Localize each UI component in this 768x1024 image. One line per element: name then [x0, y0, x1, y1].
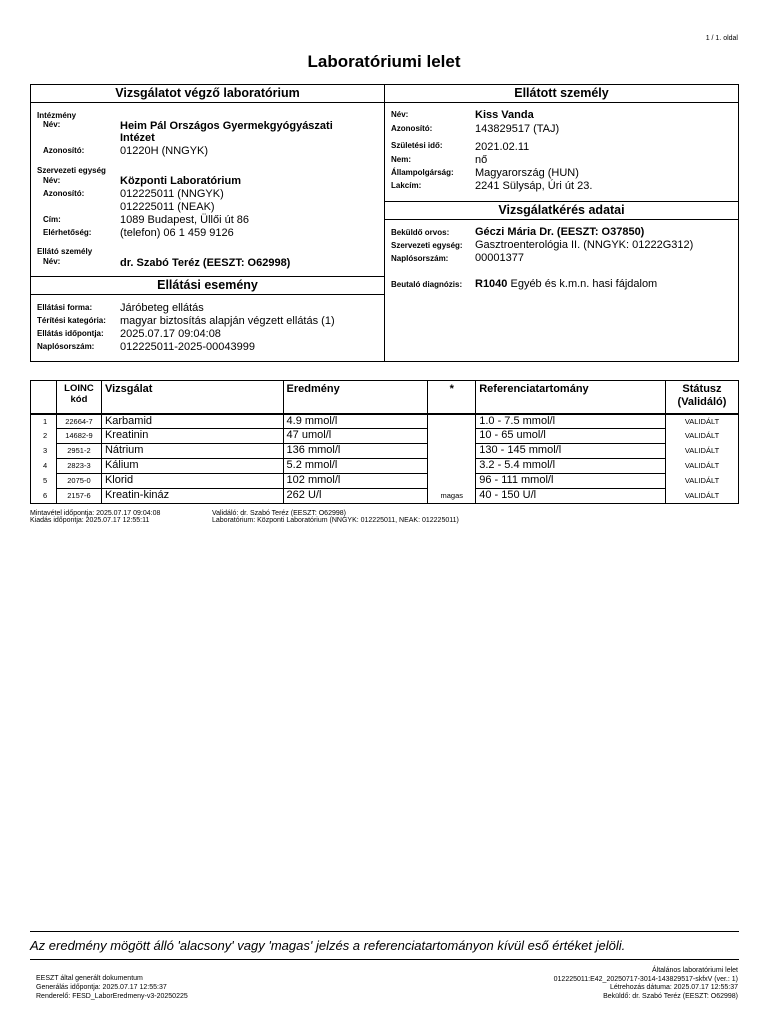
- loinc-header: [56, 381, 101, 414]
- request-unit: Gasztroenterológia II. (NNGYK: 01222G312): [475, 239, 694, 251]
- patient-sex: nő: [475, 154, 488, 166]
- test-name: Kreatinin: [101, 429, 283, 444]
- test-name: Kreatin-kináz: [101, 489, 283, 504]
- reference-range: 96 - 111 mmol/l: [476, 474, 666, 489]
- status-header-line2: (Validáló): [677, 396, 727, 408]
- reference-range: 130 - 145 mmol/l: [476, 444, 666, 459]
- request-unit-label: Szervezeti egység:: [391, 241, 463, 250]
- status-header: [665, 381, 738, 414]
- row-number: 3: [31, 444, 57, 459]
- diagnosis: [475, 278, 657, 290]
- page-number: 1 / 1. oldal: [705, 35, 738, 42]
- patient-name: Kiss Vanda: [475, 109, 534, 121]
- fee-category: magyar biztosítás alapján végzett ellátás (1): [120, 315, 335, 327]
- footer-created-date: Létrehozás dátuma: 2025.07.17 12:55:37: [609, 984, 738, 991]
- citizenship-label: Állampolgárság:: [391, 168, 454, 177]
- row-number: 2: [31, 429, 57, 444]
- sex-label: Nem:: [391, 155, 412, 164]
- patient-birth: 2021.02.11: [475, 141, 530, 153]
- patient-id-label: Azonosító:: [391, 124, 433, 133]
- reference-range: 10 - 65 umol/l: [476, 429, 666, 444]
- row-number: 1: [31, 414, 57, 429]
- flag-header: *: [428, 381, 476, 414]
- loinc-header-line2: kód: [70, 394, 88, 405]
- loinc-code: 2823-3: [56, 459, 101, 474]
- test-name: Karbamid: [101, 414, 283, 429]
- loinc-code: 2157-6: [56, 489, 101, 504]
- birth-label: Születési idő:: [391, 141, 443, 150]
- patient-section-header: Ellátott személy: [385, 85, 738, 103]
- result-status: VALIDÁLT: [665, 474, 738, 489]
- issue-time: Kiadás időpontja: 2025.07.17 12:55:11: [30, 517, 150, 524]
- result-status: VALIDÁLT: [665, 444, 738, 459]
- footer-generated-by: EESZT által generált dokumentum: [36, 975, 143, 982]
- provider-name: dr. Szabó Teréz (EESZT: O62998): [120, 257, 291, 269]
- results-header-row: [31, 381, 739, 414]
- reference-range: 40 - 150 U/l: [476, 489, 666, 504]
- org-name: Központi Laboratórium: [120, 175, 241, 187]
- reference-range: 1.0 - 7.5 mmol/l: [476, 414, 666, 429]
- patient-citizenship: Magyarország (HUN): [475, 167, 579, 179]
- diagnosis-code: R1040: [475, 278, 508, 290]
- request-log: 00001377: [475, 252, 524, 264]
- org-name-label: Név:: [43, 176, 61, 185]
- care-time-label: Ellátás időpontja:: [37, 329, 104, 338]
- result-flag: magas: [428, 489, 476, 504]
- institution-name-cont: Intézet: [120, 132, 155, 144]
- provider-group-label: Ellátó személy: [37, 247, 93, 256]
- institution-id-label: Azonosító:: [43, 146, 85, 155]
- table-row: [31, 489, 739, 504]
- test-result: 4.9 mmol/l: [283, 414, 428, 429]
- test-result: 262 U/l: [283, 489, 428, 504]
- diagnosis-text: Egyéb és k.m.n. hasi fájdalom: [510, 278, 658, 290]
- row-number: 4: [31, 459, 57, 474]
- lab-section-header: Vizsgálatot végző laboratórium: [31, 85, 384, 103]
- institution-group-label: Intézmény: [37, 111, 77, 120]
- request-log-label: Naplósorszám:: [391, 254, 449, 263]
- row-number: 6: [31, 489, 57, 504]
- reference-header: Referenciatartomány: [476, 381, 666, 414]
- event-section: [30, 276, 385, 362]
- footer-renderer: Renderelő: FESD_LaborEredmeny-v3-20250225: [36, 993, 188, 1000]
- fee-category-label: Térítési kategória:: [37, 316, 106, 325]
- event-section-header: Ellátási esemény: [31, 277, 384, 295]
- footer-generation-time: Generálás időpontja: 2025.07.17 12:55:37: [36, 984, 167, 991]
- reference-range: 3.2 - 5.4 mmol/l: [476, 459, 666, 474]
- org-id-neak: 012225011 (NEAK): [120, 201, 215, 213]
- test-result: 47 umol/l: [283, 429, 428, 444]
- test-name: Klorid: [101, 474, 283, 489]
- table-row: [31, 459, 739, 474]
- loinc-code: 2075-0: [56, 474, 101, 489]
- row-number: 5: [31, 474, 57, 489]
- flag-explanation-note: Az eredmény mögött álló 'alacsony' vagy 'magas' jelzés a referenciatartományon kívül eső értéket jelöli.: [30, 938, 626, 953]
- status-header-line1: Státusz: [682, 383, 722, 395]
- table-row: [31, 444, 739, 459]
- results-table: [30, 380, 739, 504]
- institution-name-label: Név:: [43, 120, 61, 129]
- footer-sender: Beküldő: dr. Szabó Teréz (EESZT: O62998): [603, 993, 738, 1000]
- loinc-header-line1: LOINC: [64, 383, 94, 394]
- result-flag: [428, 429, 476, 444]
- org-id-label: Azonosító:: [43, 189, 85, 198]
- laboratory-info: Laboratórium: Központi Laboratórium (NNGYK: 012225011, NEAK: 012225011): [212, 517, 459, 524]
- table-row: [31, 429, 739, 444]
- sampling-time: Mintavétel időpontja: 2025.07.17 09:04:08: [30, 510, 161, 517]
- loinc-code: 2951-2: [56, 444, 101, 459]
- document-title: Laboratóriumi lelet: [307, 52, 461, 71]
- referring-doctor: Géczi Mária Dr. (EESZT: O37850): [475, 226, 645, 238]
- result-status: VALIDÁLT: [665, 414, 738, 429]
- footer-divider: [30, 959, 739, 960]
- address-label: Cím:: [43, 215, 61, 224]
- care-time: 2025.07.17 09:04:08: [120, 328, 221, 340]
- provider-name-label: Név:: [43, 257, 61, 266]
- diagnosis-label: Beutaló diagnózis:: [391, 280, 463, 289]
- doctor-label: Beküldő orvos:: [391, 228, 450, 237]
- org-id-nngyk: 012225011 (NNGYK): [120, 188, 224, 200]
- test-result: 102 mmol/l: [283, 474, 428, 489]
- institution-name: Heim Pál Országos Gyermekgyógyászati: [120, 120, 333, 132]
- contact-label: Elérhetőség:: [43, 228, 92, 237]
- patient-section: [384, 84, 739, 202]
- lab-contact: (telefon) 06 1 459 9126: [120, 227, 234, 239]
- request-section: [384, 201, 739, 362]
- result-header: Eredmény: [283, 381, 428, 414]
- patient-id: 143829517 (TAJ): [475, 123, 560, 135]
- event-log: 012225011-2025-00043999: [120, 341, 255, 353]
- footer-doc-type: Általános laboratóriumi lelet: [652, 967, 738, 974]
- result-status: VALIDÁLT: [665, 489, 738, 504]
- result-flag: [428, 444, 476, 459]
- result-status: VALIDÁLT: [665, 459, 738, 474]
- patient-residence: 2241 Sülysáp, Úri út 23.: [475, 180, 593, 192]
- test-name: Nátrium: [101, 444, 283, 459]
- test-header: Vizsgálat: [101, 381, 283, 414]
- result-flag: [428, 459, 476, 474]
- patient-name-label: Név:: [391, 110, 409, 119]
- residence-label: Lakcím:: [391, 181, 422, 190]
- footer-doc-id: 012225011:E42_20250717-3014-143829517-skfxV (ver.: 1): [553, 976, 738, 983]
- table-row: [31, 414, 739, 429]
- table-row: [31, 474, 739, 489]
- lab-section: [30, 84, 385, 277]
- result-flag: [428, 474, 476, 489]
- row-number-header: [31, 381, 57, 414]
- lab-address: 1089 Budapest, Üllői út 86: [120, 214, 250, 226]
- result-flag: [428, 414, 476, 429]
- event-log-label: Naplósorszám:: [37, 342, 95, 351]
- test-name: Kálium: [101, 459, 283, 474]
- org-group-label: Szervezeti egység: [37, 166, 106, 175]
- loinc-code: 22664-7: [56, 414, 101, 429]
- test-result: 136 mmol/l: [283, 444, 428, 459]
- validator: Validáló: dr. Szabó Teréz (EESZT: O62998): [212, 510, 346, 517]
- care-form-label: Ellátási forma:: [37, 303, 93, 312]
- note-divider: [30, 931, 739, 932]
- care-form: Járóbeteg ellátás: [120, 302, 204, 314]
- loinc-code: 14682-9: [56, 429, 101, 444]
- institution-id: 01220H (NNGYK): [120, 145, 209, 157]
- result-status: VALIDÁLT: [665, 429, 738, 444]
- test-result: 5.2 mmol/l: [283, 459, 428, 474]
- request-section-header: Vizsgálatkérés adatai: [385, 202, 738, 220]
